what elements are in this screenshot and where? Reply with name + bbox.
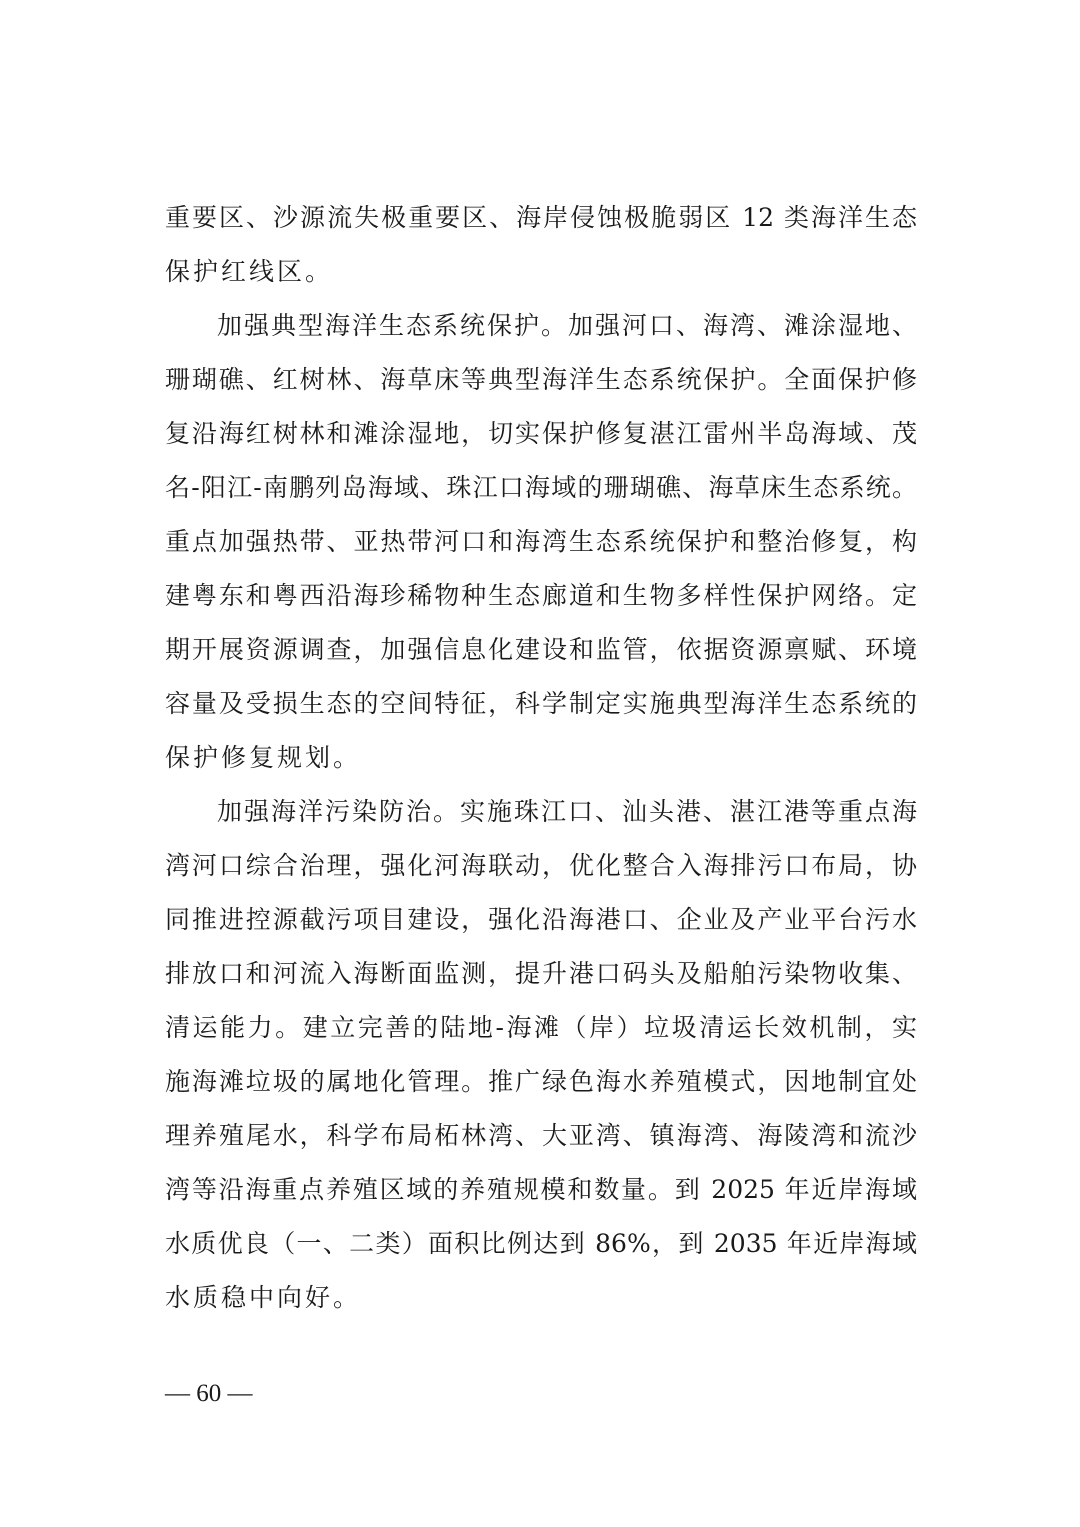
text-line: 湾河口综合治理，强化河海联动，优化整合入海排污口布局，协	[165, 851, 917, 880]
text-line: 水质稳中向好。	[165, 1283, 362, 1312]
body-text	[165, 191, 917, 1325]
paragraph-red-line-continuation	[165, 191, 917, 299]
text-line: 施海滩垃圾的属地化管理。推广绿色海水养殖模式，因地制宜处	[165, 1067, 917, 1096]
paragraph-marine-pollution-control	[165, 785, 917, 1325]
text-line: 珊瑚礁、红树林、海草床等典型海洋生态系统保护。全面保护修	[165, 365, 917, 394]
text-line: 名-阳江-南鹏列岛海域、珠江口海域的珊瑚礁、海草床生态系统。	[165, 473, 917, 502]
text-line: 清运能力。建立完善的陆地-海滩（岸）垃圾清运长效机制，实	[165, 1013, 917, 1042]
text-line: 保护修复规划。	[165, 743, 362, 772]
paragraph-typical-ecosystem-protection	[165, 299, 917, 785]
page-number: — 60 —	[165, 1380, 253, 1407]
text-line: 建粤东和粤西沿海珍稀物种生态廊道和生物多样性保护网络。定	[165, 581, 917, 610]
text-line: 湾等沿海重点养殖区域的养殖规模和数量。到 2025 年近岸海域	[165, 1175, 917, 1204]
text-line: 重点加强热带、亚热带河口和海湾生态系统保护和整治修复，构	[165, 527, 917, 556]
text-line: 排放口和河流入海断面监测，提升港口码头及船舶污染物收集、	[165, 959, 917, 988]
text-line: 期开展资源调查，加强信息化建设和监管，依据资源禀赋、环境	[165, 635, 917, 664]
text-line: 理养殖尾水，科学布局柘林湾、大亚湾、镇海湾、海陵湾和流沙	[165, 1121, 917, 1150]
text-line: 保护红线区。	[165, 257, 334, 286]
text-line: 复沿海红树林和滩涂湿地，切实保护修复湛江雷州半岛海域、茂	[165, 419, 917, 448]
text-line: 容量及受损生态的空间特征，科学制定实施典型海洋生态系统的	[165, 689, 917, 718]
text-line: 加强海洋污染防治。实施珠江口、汕头港、湛江港等重点海	[217, 797, 917, 826]
text-line: 重要区、沙源流失极重要区、海岸侵蚀极脆弱区 12 类海洋生态	[165, 203, 917, 232]
text-line: 加强典型海洋生态系统保护。加强河口、海湾、滩涂湿地、	[217, 311, 917, 340]
text-line: 水质优良（一、二类）面积比例达到 86%，到 2035 年近岸海域	[165, 1229, 917, 1258]
text-line: 同推进控源截污项目建设，强化沿海港口、企业及产业平台污水	[165, 905, 917, 934]
